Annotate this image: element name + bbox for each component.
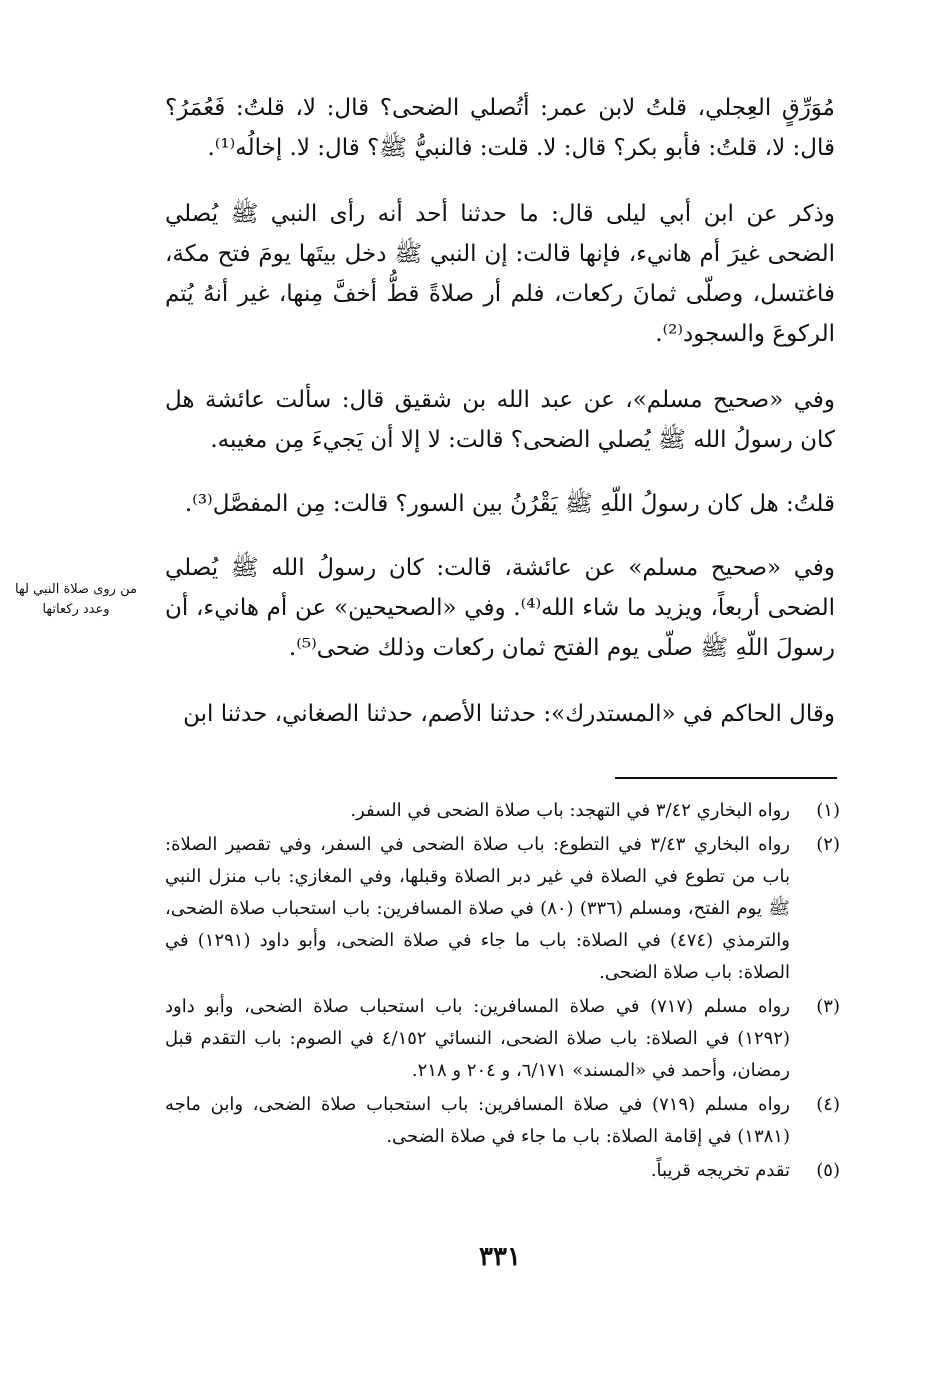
paragraph-5: وفي «صحيح مسلم» عن عائشة، قالت: كان رسولُ الله ﷺ يُصلي الضحى أربعاً، ويزيد ما شاء الله⁽⁴⁾. وفي «الصحيحين» عن أم هانيء، أن رسولَ اللّهِ ﷺ صلّى يوم الفتح ثمان ركعات وذلك ضحى⁽⁵⁾. <box>165 555 835 661</box>
paragraph-3: وفي «صحيح مسلم»، عن عبد الله بن شقيق قال: سألت عائشة هل كان رسولُ الله ﷺ يُصلي الضحى؟ قالت: لا إلا أن يَجيءَ مِن مغيبه. <box>165 387 835 453</box>
footnote-number: (٥) <box>816 1160 840 1181</box>
footnote-separator <box>615 777 837 779</box>
paragraph-6: وقال الحاكم في «المستدرك»: حدثنا الأصم، حدثنا الصغاني، حدثنا ابن <box>183 701 835 727</box>
footnote-text: رواه مسلم (٧١٧) في صلاة المسافرين: باب استحباب صلاة الضحى، وأبو داود (١٢٩٢) في الصلاة: باب صلاة الضحى، النسائي ٤/١٥٢ في الصوم: باب التقدم قبل رمضان، وأحمد في «المسند» ٦/١٧١، و ٢٠٤ و ٢١٨. <box>165 996 791 1081</box>
footnote-number: (٢) <box>816 834 840 855</box>
footnotes <box>165 795 840 1189</box>
main-text <box>165 88 835 760</box>
footnote-text: رواه البخاري ٣/٤٢ في التهجد: باب صلاة الضحى في السفر. <box>350 800 790 821</box>
margin-note: من روى صلاة النبي لها وعدد ركعاتها <box>15 582 137 617</box>
footnote <box>165 1089 840 1153</box>
footnote-text: تقدم تخريجه قريباً. <box>650 1160 790 1181</box>
page-number: ٣٣١ <box>479 1242 521 1272</box>
paragraph-2: وذكر عن ابن أبي ليلى قال: ما حدثنا أحد أنه رأى النبي ﷺ يُصلي الضحى غيرَ أم هانيء، فإنها قالت: إن النبي ﷺ دخل بيتَها يومَ فتح مكة، فاغتسل، وصلّى ثمانَ ركعات، فلم أر صلاةً قطُّ أخفَّ مِنها، غير أنهُ يُتم الركوعَ والسجود⁽²⁾. <box>165 201 835 347</box>
footnote <box>165 991 840 1087</box>
footnote-number: (١) <box>816 800 840 821</box>
footnote <box>165 829 840 989</box>
footnote <box>165 795 840 827</box>
footnote-text: رواه مسلم (٧١٩) في صلاة المسافرين: باب استحباب صلاة الضحى، وابن ماجه (١٣٨١) في إقامة الصلاة: باب ما جاء في صلاة الضحى. <box>165 1094 790 1147</box>
footnote <box>165 1155 840 1187</box>
footnote-number: (٤) <box>816 1094 840 1115</box>
paragraph-4: قلتُ: هل كان رسولُ اللّهِ ﷺ يَقْرُنُ بين السور؟ قالت: مِن المفصَّل⁽³⁾. <box>184 491 835 517</box>
footnote-number: (٣) <box>816 996 840 1017</box>
footnote-text: رواه البخاري ٣/٤٣ في التطوع: باب صلاة الضحى في السفر، وفي تقصير الصلاة: باب من تطوع في الصلاة في غير دبر الصلاة وقبلها، وفي المغازي: باب منزل النبي ﷺ يوم الفتح، ومسلم (٣٣٦) (٨٠) في صلاة المسافرين: باب استحباب صلاة الضحى، والترمذي (٤٧٤) في الصلاة: باب ما جاء في صلاة الضحى، وأبو داود (١٢٩١) في الصلاة: باب صلاة الضحى. <box>165 834 791 983</box>
paragraph-1: مُوَرِّقٍ العِجلي، قلتُ لابن عمر: أتُصلي الضحى؟ قال: لا، قلتُ: فَعُمَرُ؟ قال: لا، قلتُ: فأبو بكر؟ قال: لا. قلت: فالنبيُّ ﷺ؟ قال: لا. إخالُه⁽¹⁾. <box>165 95 835 161</box>
